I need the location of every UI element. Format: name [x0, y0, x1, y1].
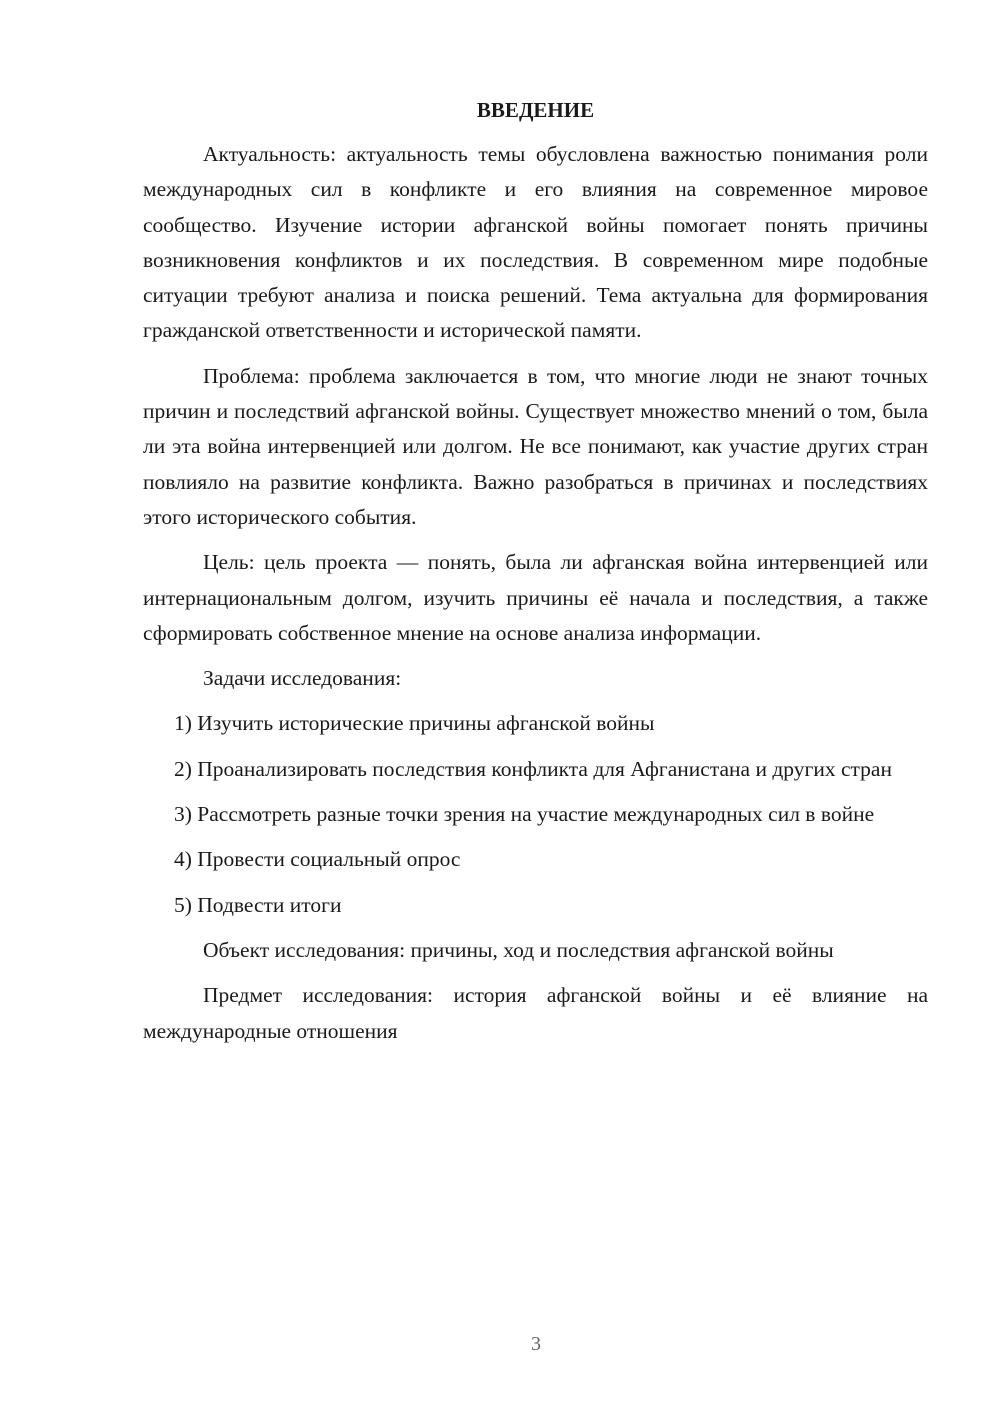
paragraph-subject: Предмет исследования: история афганской войны и её влияние на международные отношения [143, 983, 928, 1043]
task-item-2: 2) Проанализировать последствия конфликта для Афганистана и других стран [174, 756, 892, 781]
paragraph-relevance: Актуальность: актуальность темы обусловлена важностью понимания роли международных сил в конфликте и его влияния на современное мировое сообщество. Изучение истории афганской войны помогает понять причины возникновения конфликтов и их последствия. В современном мире подобные ситуации требуют анализа и поиска решений. Тема актуальна для формирования гражданской ответственности и исторической памяти. [143, 142, 928, 343]
paragraph-problem: Проблема: проблема заключается в том, что многие люди не знают точных причин и последствий афганской войны. Существует множество мнений о том, была ли эта война интервенцией или долгом. Не все понимают, как участие других стран повлияло на развитие конфликта. Важно разобраться в причинах и последствиях этого исторического события. [143, 363, 928, 529]
task-item-4: 4) Провести социальный опрос [174, 847, 461, 872]
section-heading: ВВЕДЕНИЕ [476, 98, 595, 122]
paragraph-object: Объект исследования: причины, ход и последствия афганской войны [203, 937, 834, 962]
task-item-1: 1) Изучить исторические причины афганской войны [174, 711, 655, 736]
page-number: 3 [531, 1333, 541, 1355]
paragraph-tasks-intro: Задачи исследования: [203, 666, 402, 691]
paragraph-goal: Цель: цель проекта — понять, была ли афганская война интервенцией или интернациональным долгом, изучить причины её начала и последствия, а также сформировать собственное мнение на основе анализа информации. [143, 550, 928, 645]
task-item-5: 5) Подвести итоги [174, 892, 342, 917]
task-item-3: 3) Рассмотреть разные точки зрения на участие международных сил в войне [174, 802, 875, 827]
document-page [143, 93, 928, 1059]
